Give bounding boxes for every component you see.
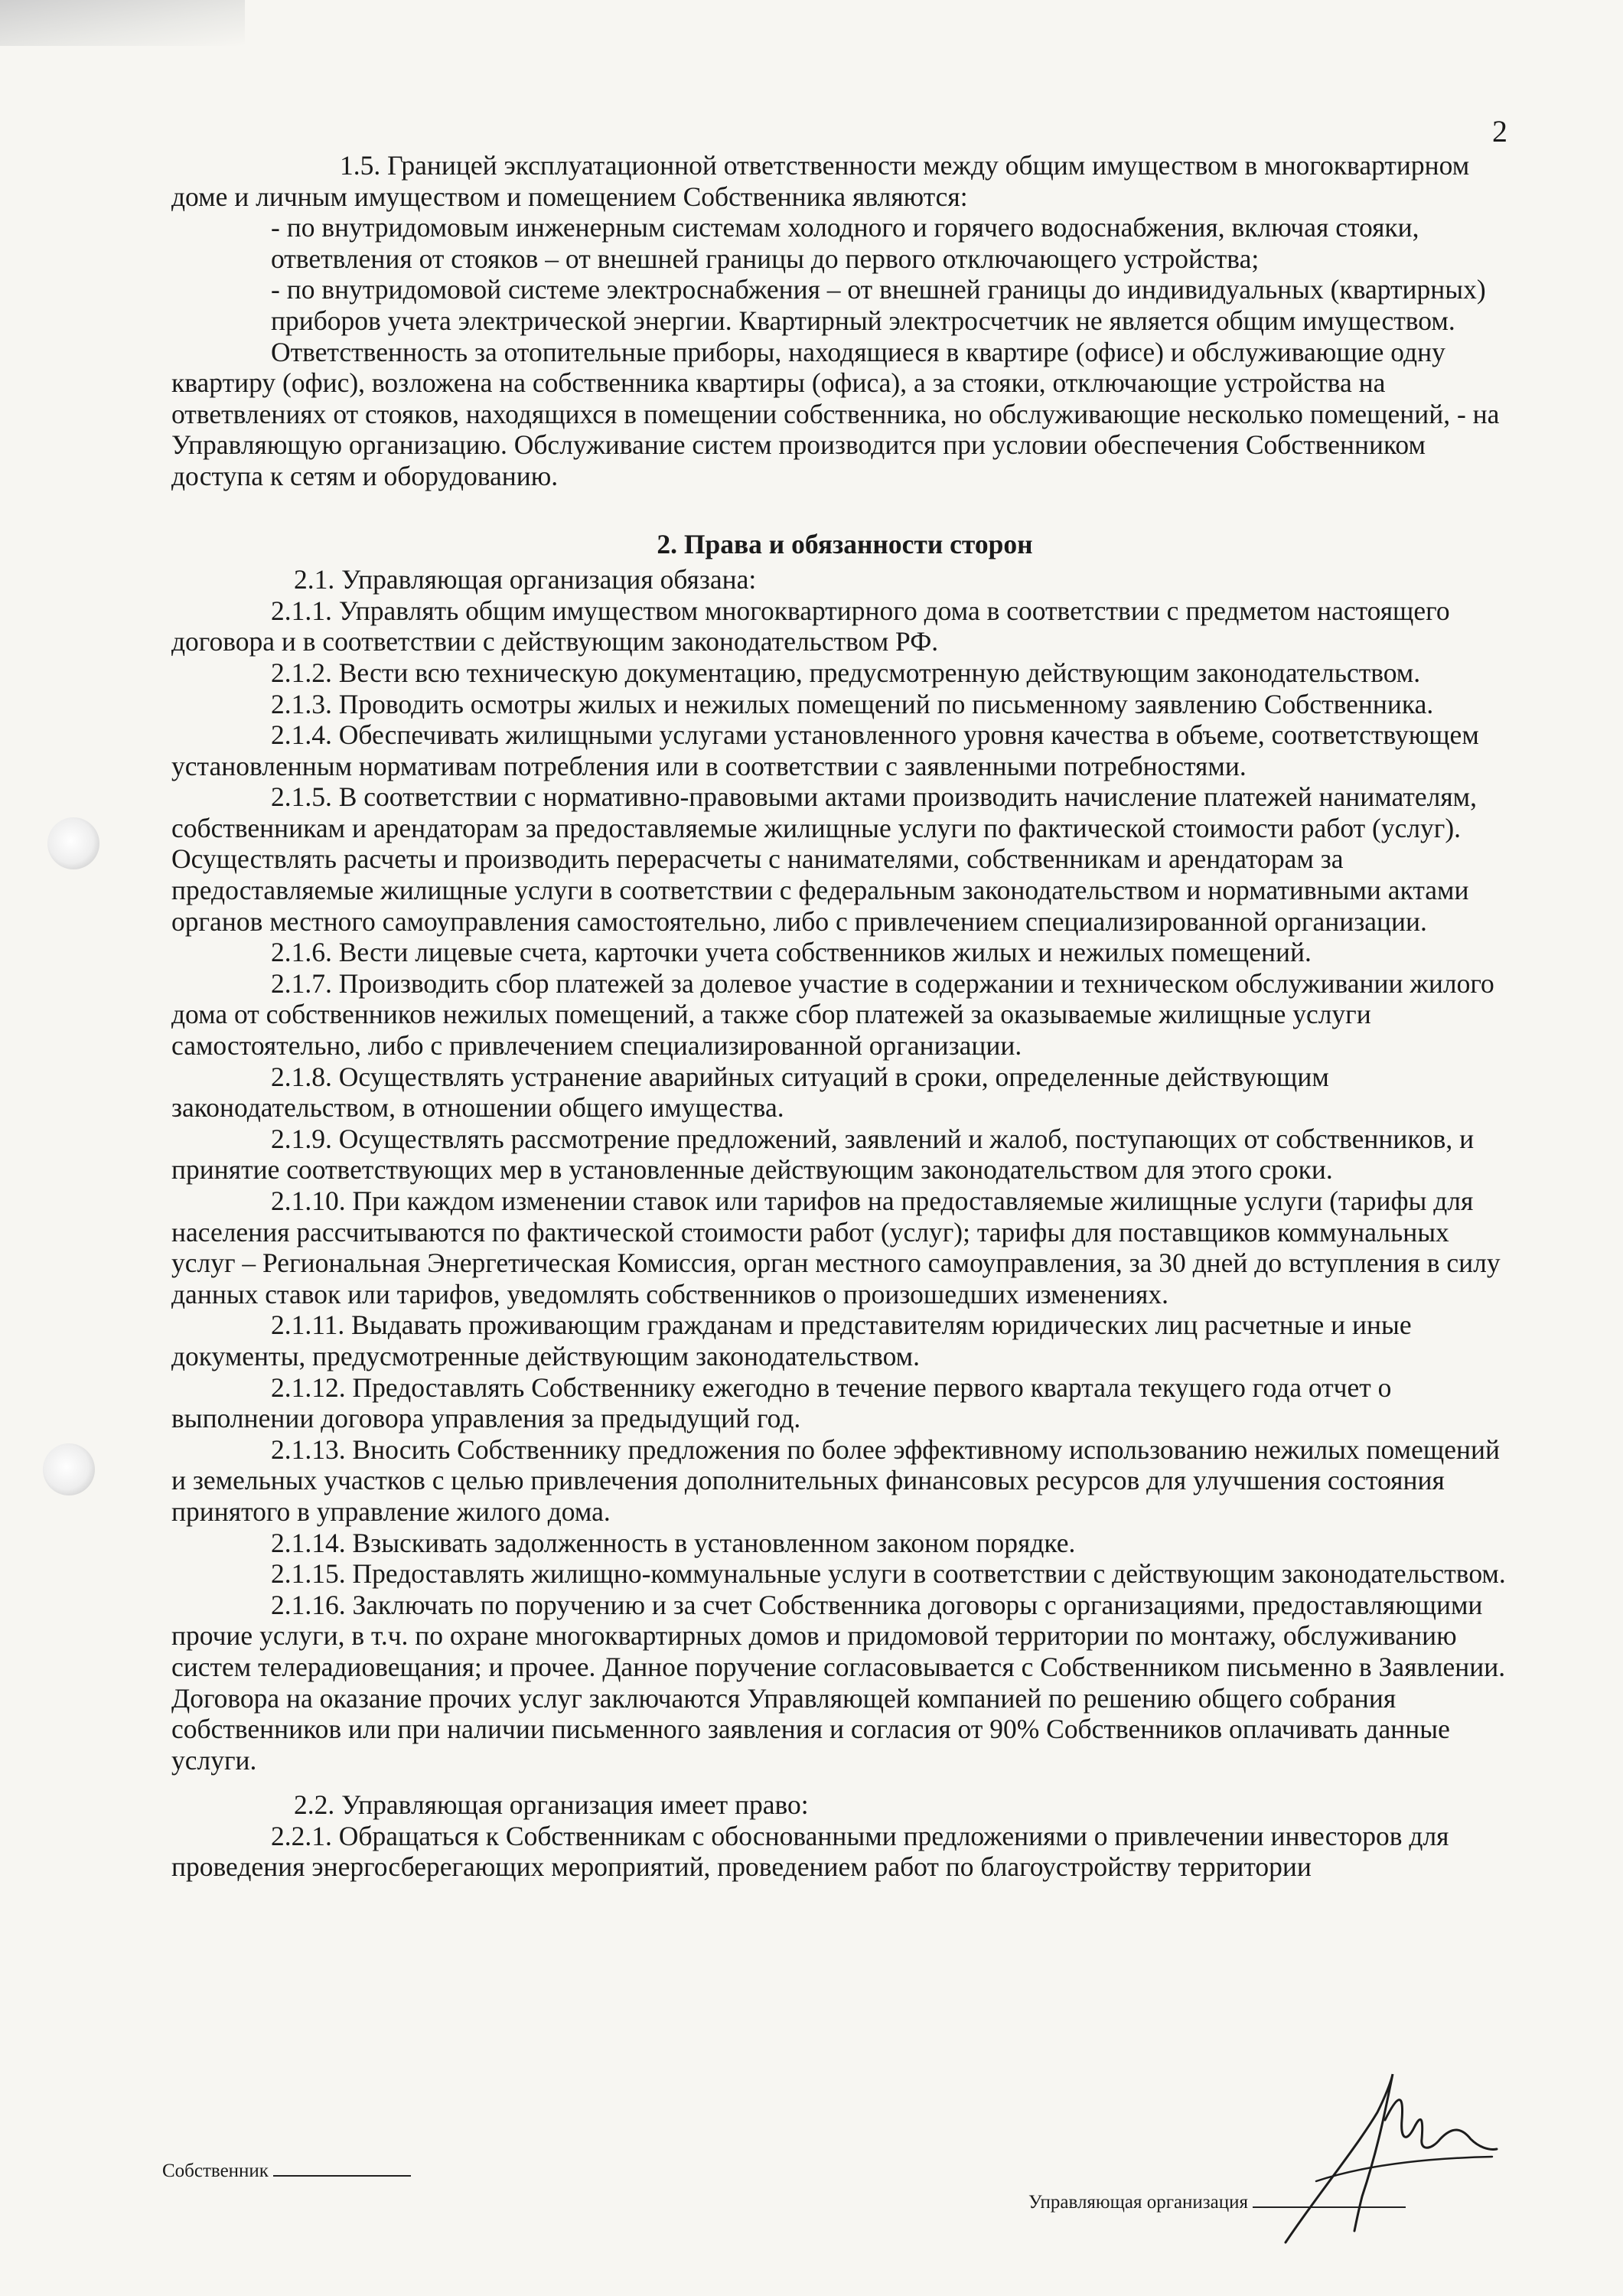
clause-2-1-15: 2.1.15. Предоставлять жилищно-коммунальные услуги в соответствии с действующим законодательством. xyxy=(271,1558,1506,1590)
org-label: Управляющая организация xyxy=(1028,2192,1249,2213)
clause-2-1-13: 2.1.13. Вносить Собственнику предложения по более эффективному использованию нежилых помещений и земельных участков с целью привлечения дополнительных финансовых ресурсов для улучшения состояния принятого в управление жилого дома. xyxy=(171,1433,1500,1527)
owner-label: Собственник xyxy=(162,2161,269,2181)
clause-2-1-10: 2.1.10. При каждом изменении ставок или тарифов на предоставляемые жилищные услуги (тарифы для населения рассчитываются по фактической стоимости работ (услуг); тарифы для поставщиков коммунальных услуг – Региональная Энергетическая Комиссия, орган местного самоуправления, за 30 дней до вступления в силу данных ставок или тарифов, уведомлять собственников о произошедших изменениях. xyxy=(171,1186,1501,1309)
clause-2-2-1: 2.2.1. Обращаться к Собственникам с обоснованными предложениями о привлечении инвесторов для проведения энергосберегающих мероприятий, проведением работ по благоустройству территории xyxy=(171,1820,1449,1883)
clause-2-1-6: 2.1.6. Вести лицевые счета, карточки учета собственников жилых и нежилых помещений. xyxy=(271,937,1312,968)
clause-1-5-item-water: - по внутридомовым инженерным системам холодного и горячего водоснабжения, включая стояки, ответвления от стояков – от внешней границы до первого отключающего устройства; xyxy=(271,212,1419,274)
clause-1-5-item-electric: - по внутридомовой системе электроснабжения – от внешней границы до индивидуальных (квартирных) приборов учета электрической энергии. Квартирный электросчетчик не является общим имуществом. xyxy=(271,274,1486,336)
clause-1-5: 1.5. Границей эксплуатационной ответственности между общим имуществом в многоквартирном доме и личным имуществом и помещением Собственника являются: xyxy=(171,150,1470,212)
clause-2-1-5: 2.1.5. В соответствии с нормативно-правовыми актами производить начисление платежей нанимателям, собственникам и арендаторам за предоставляемые жилищные услуги по фактической стоимости работ (услуг). Осуществлять расчеты и производить перерасчеты с нанимателями, собственникам и арендаторам за предоставляемые жилищные услуги в соответствии с федеральным законодательством и нормативными актами органов местного самоуправления самостоятельно, либо с привлечением специализированной организации. xyxy=(171,781,1477,937)
page-fold-shadow xyxy=(0,0,245,46)
handwritten-signature xyxy=(1270,2066,1500,2250)
punch-hole-top xyxy=(47,817,99,869)
section-2-title: 2. Права и обязанности сторон xyxy=(657,528,1033,559)
clause-2-1-12: 2.1.12. Предоставлять Собственнику ежегодно в течение первого квартала текущего года отчет о выполнении договора управления за предыдущий год. xyxy=(171,1371,1392,1434)
clause-2-1-11: 2.1.11. Выдавать проживающим гражданам и представителям юридических лиц расчетные и иные документы, предусмотренные действующим законодательством. xyxy=(171,1309,1412,1371)
punch-hole-bottom xyxy=(43,1443,95,1495)
clause-2-1-8: 2.1.8. Осуществлять устранение аварийных ситуаций в сроки, определенные действующим законодательством, в отношении общего имущества. xyxy=(171,1061,1329,1124)
owner-signature-line xyxy=(273,2175,411,2177)
page-number: 2 xyxy=(1492,114,1507,148)
clause-2-1-2: 2.1.2. Вести всю техническую документацию, предусмотренную действующим законодательством. xyxy=(271,657,1421,688)
clause-2-1-14: 2.1.14. Взыскивать задолженность в установленном законом порядке. xyxy=(271,1527,1076,1558)
clause-2-1-3: 2.1.3. Проводить осмотры жилых и нежилых помещений по письменному заявлению Собственника. xyxy=(271,688,1434,719)
clause-2-1-16: 2.1.16. Заключать по поручению и за счет Собственника договоры с организациями, предоставляющими прочие услуги, в т.ч. по охране многоквартирных домов и придомовой территории по монтажу, обслуживанию систем телерадиовещания; и прочее. Данное поручение согласовывается с Собственником письменно в Заявлении. Договора на оказание прочих услуг заключаются Управляющей компанией по решению общего собрания собственников или при наличии письменного заявления и согласия от 90% Собственников оплачивать данные услуги. xyxy=(171,1589,1506,1776)
clause-2-1: 2.1. Управляющая организация обязана: xyxy=(294,564,757,595)
clause-1-5-responsibility: Ответственность за отопительные приборы, находящиеся в квартире (офисе) и обслуживающие одну квартиру (офис), возложена на собственника квартиры (офиса), а за стояки, отключающие устройства на ответвлениях от стояков, находящихся в помещении собственника, но обслуживающие несколько помещений, - на Управляющую организацию. Обслуживание систем производится при условии обеспечения Собственником доступа к сетям и оборудованию. xyxy=(171,336,1500,491)
clause-2-1-7: 2.1.7. Производить сбор платежей за долевое участие в содержании и техническом обслуживании жилого дома от собственников нежилых помещений, а также сбор платежей за оказываемые жилищные услуги самостоятельно, либо с привлечением специализированной организации. xyxy=(171,967,1494,1062)
clause-2-1-4: 2.1.4. Обеспечивать жилищными услугами установленного уровня качества в объеме, соответствующем установленным нормативам потребления или в соответствии с заявленными потребностями. xyxy=(171,719,1479,781)
clause-2-1-1: 2.1.1. Управлять общим имуществом многоквартирного дома в соответствии с предметом настоящего договора и в соответствии с действующим законодательством РФ. xyxy=(171,595,1450,657)
clause-2-2: 2.2. Управляющая организация имеет право: xyxy=(294,1789,809,1821)
owner-signature-block xyxy=(162,2161,411,2182)
clause-2-1-9: 2.1.9. Осуществлять рассмотрение предложений, заявлений и жалоб, поступающих от собственников, и принятие соответствующих мер в установленные действующим законодательством для этого сроки. xyxy=(171,1123,1475,1186)
document-body xyxy=(171,150,1518,1883)
